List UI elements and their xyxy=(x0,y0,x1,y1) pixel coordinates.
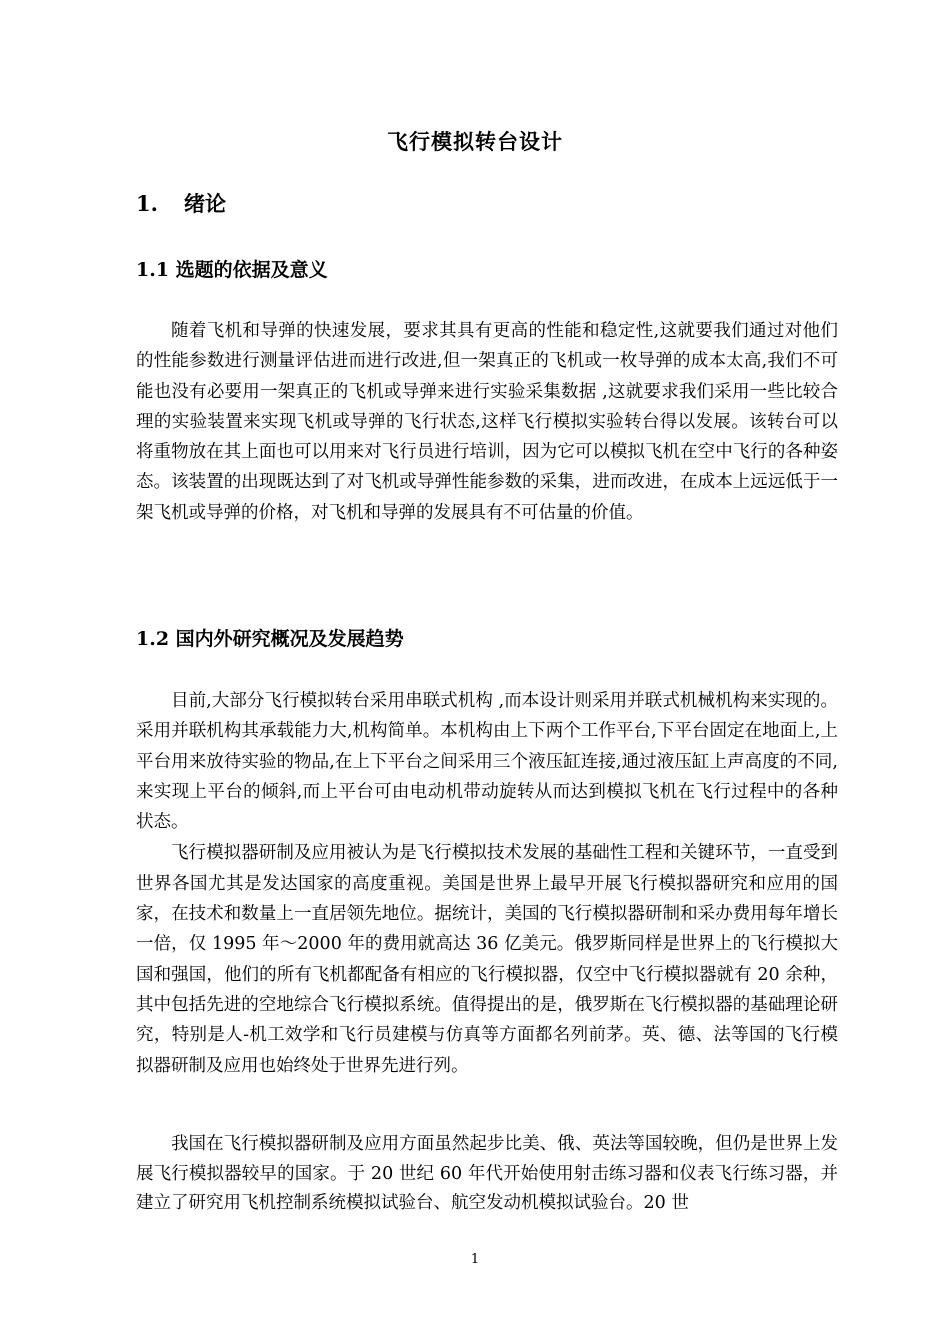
chapter-heading xyxy=(136,188,226,218)
page-title: 飞行模拟转台设计 xyxy=(387,129,563,154)
section-1-2-body xyxy=(136,686,838,1082)
chapter-title: 绪论 xyxy=(184,191,226,216)
paragraph: 目前,大部分飞行模拟转台采用串联式机构 ,而本设计则采用并联式机械机构来实现的。采用并联机构其承载能力大,机构简单。本机构由上下两个工作平台,下平台固定在地面上,上平台用来放待实验的物品,在上下平台之间采用三个液压缸连接,通过液压缸上声高度的不同,来实现上平台的倾斜,而上平台可由电动机带动旋转从而达到模拟飞机在飞行过程中的各种状态。 xyxy=(136,691,838,833)
section-1-2-body-continued xyxy=(136,1130,838,1219)
section-heading-1-2: 1.2 国内外研究概况及发展趋势 xyxy=(136,628,404,650)
section-heading-1-1: 1.1 选题的依据及意义 xyxy=(136,259,328,281)
paragraph: 随着飞机和导弹的快速发展，要求其具有更高的性能和稳定性,这就要我们通过对他们的性能参数进行测量评估进而进行改进,但一架真正的飞机或一枚导弹的成本太高,我们不可能也没有必要用一架真正的飞机或导弹来进行实验采集数据 ,这就要求我们采用一些比较合理的实验装置来实现飞机或导弹的飞行状态,这样飞行模拟实验转台得以发展。该转台可以将重物放在其上面也可以用来对飞行员进行培训，因为它可以模拟飞机在空中飞行的各种姿态。该装置的出现既达到了对飞机或导弹性能参数的采集，进而改进，在成本上远远低于一架飞机或导弹的价格，对飞机和导弹的发展具有不可估量的价值。 xyxy=(136,321,838,523)
paragraph: 飞行模拟器研制及应用被认为是飞行模拟技术发展的基础性工程和关键环节，一直受到世界各国尤其是发达国家的高度重视。美国是世界上最早开展飞行模拟器研究和应用的国家，在技术和数量上一直居领先地位。据统计，美国的飞行模拟器研制和采办费用每年增长一倍，仅 1995 年～2000 年的费用就高达 36 亿美元。俄罗斯同样是世界上的飞行模拟大国和强国，他们的所有飞机都配备有相应的飞行模拟器，仅空中飞行模拟器就有 20 余种，其中包括先进的空地综合飞行模拟系统。值得提出的是，俄罗斯在飞行模拟器的基础理论研究，特别是人-机工效学和飞行员建模与仿真等方面都名列前茅。英、德、法等国的飞行模拟器研制及应用也始终处于世界先进行列。 xyxy=(136,843,839,1076)
paragraph: 我国在飞行模拟器研制及应用方面虽然起步比美、俄、英法等国较晚，但仍是世界上发展飞行模拟器较早的国家。于 20 世纪 60 年代开始使用射击练习器和仪表飞行练习器，并建立了研究用飞机控制系统模拟试验台、航空发动机模拟试验台。20 世 xyxy=(136,1134,838,1214)
chapter-number: 1. xyxy=(136,191,158,216)
page-number: 1 xyxy=(470,1252,480,1267)
section-1-1-body xyxy=(136,316,838,528)
